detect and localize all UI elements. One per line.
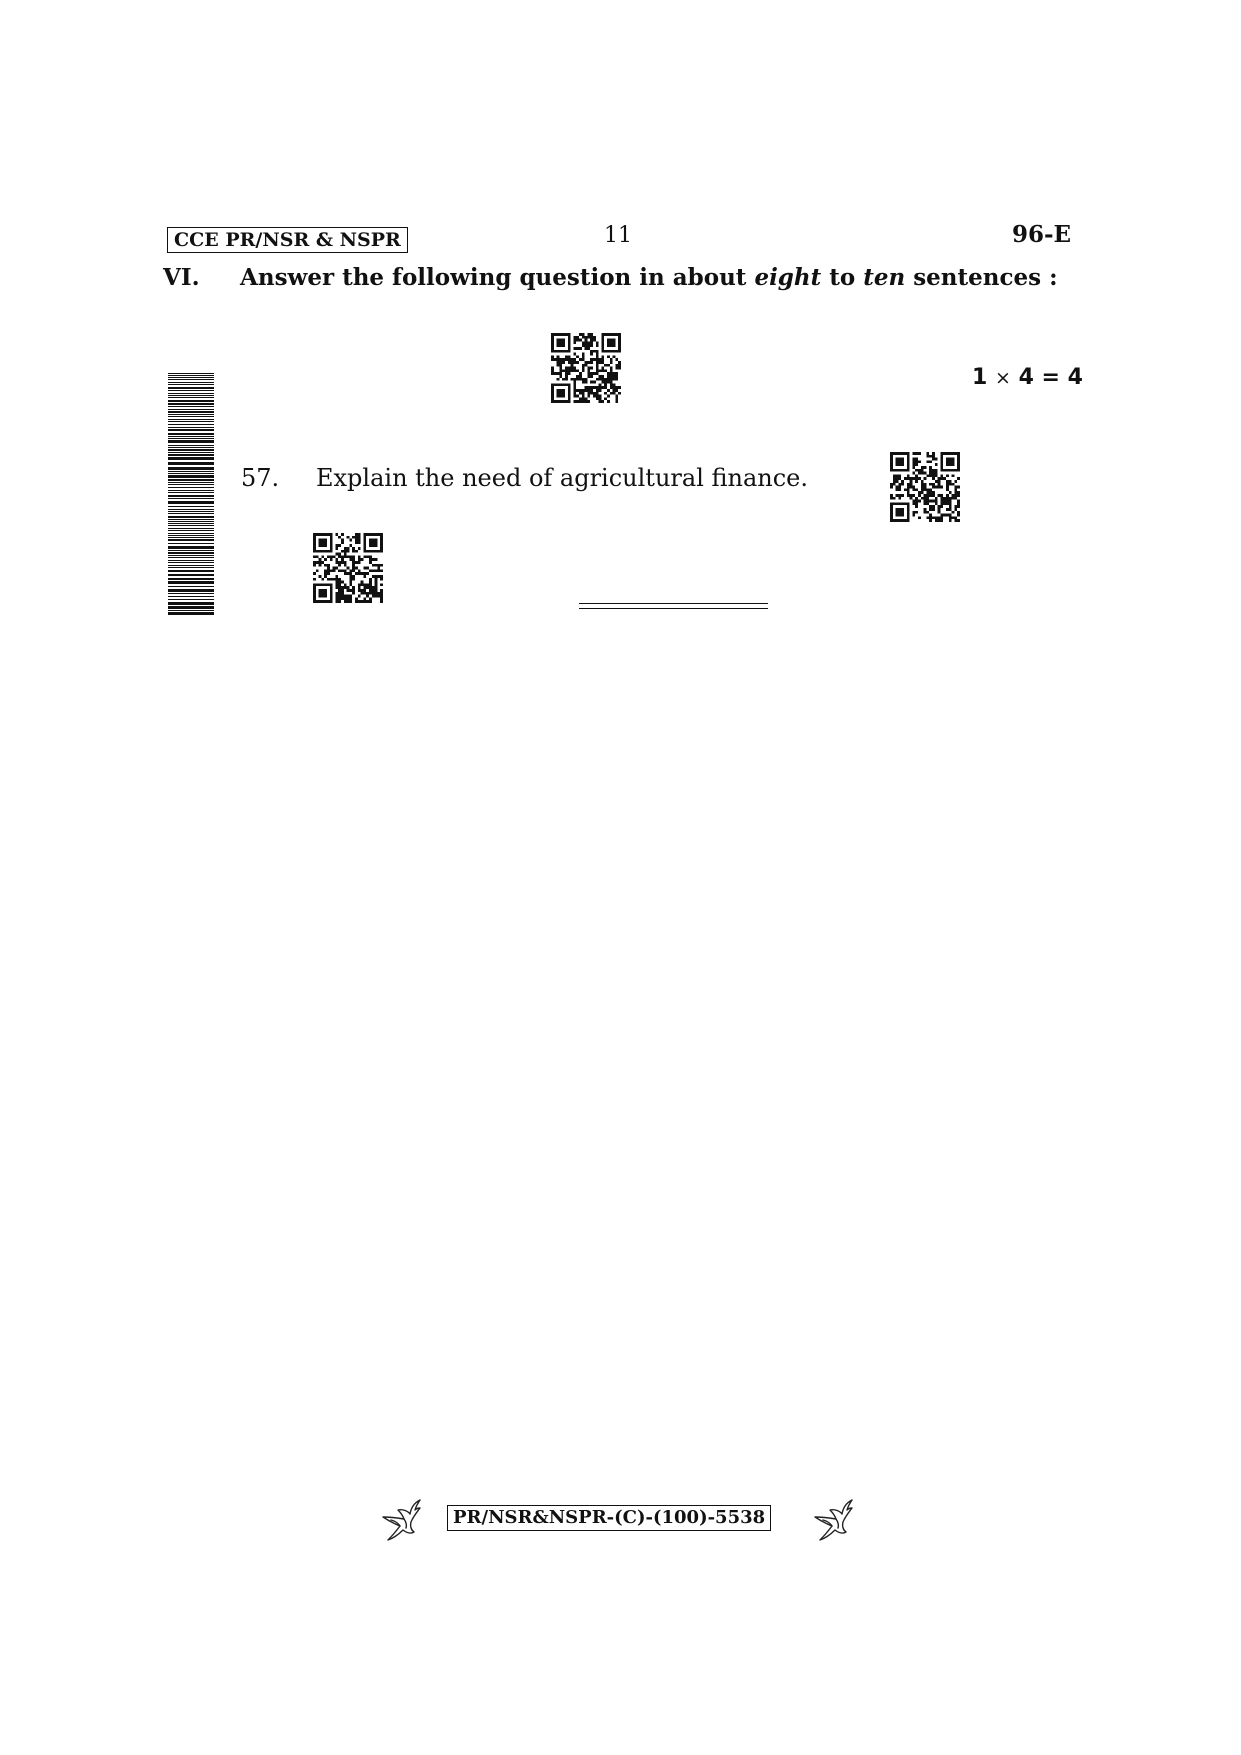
qr-code-icon (313, 533, 383, 603)
instruction-text-end: sentences : (905, 264, 1058, 291)
marks-count: 1 (972, 365, 988, 390)
marks-formula (972, 364, 1083, 392)
instruction-emphasis-eight: eight (754, 264, 822, 291)
page-number: 11 (604, 223, 632, 248)
barcode-icon (168, 373, 214, 616)
qr-code-icon (890, 452, 960, 522)
instruction-emphasis-ten: ten (863, 264, 906, 291)
marks-total: 4 = 4 (1018, 365, 1083, 390)
dove-icon (380, 1497, 424, 1543)
dove-icon (812, 1497, 856, 1543)
marks-times-sign: × (994, 367, 1011, 389)
question-text: Explain the need of agricultural finance. (316, 464, 808, 492)
footer-code-box: PR/NSR&NSPR-(C)-(100)-5538 (447, 1505, 771, 1531)
section-instruction (240, 263, 1058, 293)
section-number: VI. (163, 264, 200, 291)
paper-code-box: CCE PR/NSR & NSPR (167, 227, 408, 253)
instruction-text-start: Answer the following question in about (240, 264, 755, 291)
subject-code: 96-E (1012, 221, 1072, 248)
question-number: 57. (241, 464, 280, 492)
qr-code-icon (551, 333, 621, 403)
instruction-text-mid: to (821, 264, 864, 291)
end-of-questions-rule (579, 603, 768, 609)
